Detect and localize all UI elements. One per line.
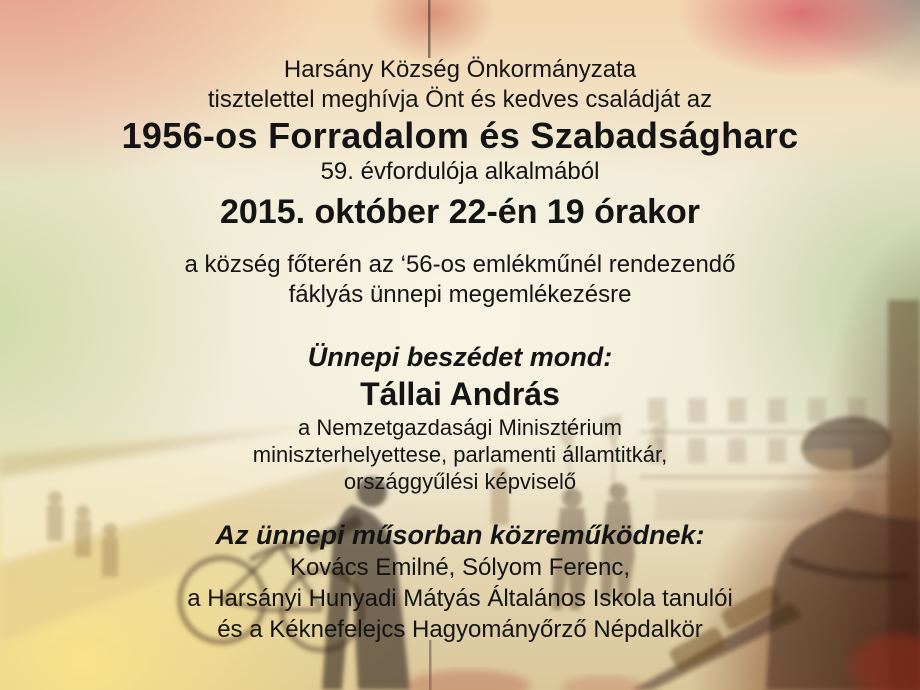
speech-header: Ünnepi beszédet mond: (307, 342, 613, 372)
speaker-name: Tállai András (360, 376, 560, 412)
location-line-2: fáklyás ünnepi megemlékezésre (288, 281, 632, 308)
speaker-title-1: a Nemzetgazdasági Minisztérium (297, 415, 623, 440)
event-title: 1956-os Forradalom és Szabadságharc (121, 115, 799, 156)
program-line-3: és a Kéknefelejcs Hagyományőrző Népdalkör (217, 616, 703, 643)
speaker-title-3: országgyűlési képviselő (343, 469, 577, 494)
anniversary-line: 59. évfordulója alkalmából (320, 158, 600, 185)
invite-line: tisztelettel meghívja Önt és kedves családját az (207, 86, 713, 113)
location-line-1: a község főterén az ‘56-os emlékműnél rendezendő (184, 251, 736, 278)
program-line-1: Kovács Emilné, Sólyom Ferenc, (289, 554, 631, 581)
program-header: Az ünnepi műsorban közreműködnek: (215, 520, 705, 550)
program-line-2: a Harsányi Hunyadi Mátyás Általános Iskola tanulói (187, 585, 733, 612)
datetime-line: 2015. október 22-én 19 órakor (219, 193, 700, 231)
speaker-title-2: miniszterhelyettese, parlamenti államtitkár, (252, 442, 668, 467)
org-line: Harsány Község Önkormányzata (283, 56, 637, 83)
